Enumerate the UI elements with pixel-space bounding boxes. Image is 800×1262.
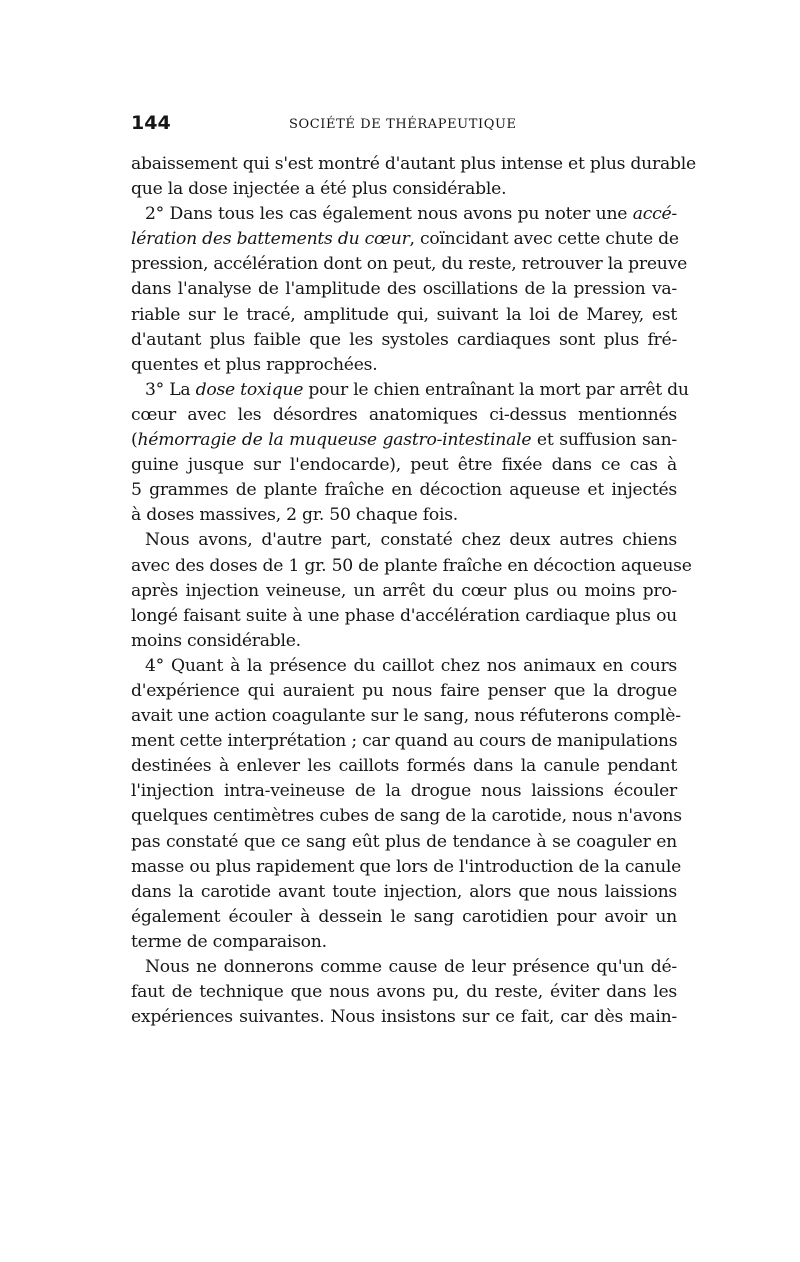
text-line <box>131 277 677 302</box>
text-segment: l'injection intra-veineuse de la drogue nous laissions écouler <box>131 781 677 802</box>
text-segment: dans la carotide avant toute injection, alors que nous laissions <box>131 881 677 902</box>
text-segment: que la dose injectée a été plus considérable. <box>131 179 507 200</box>
text-line <box>131 729 677 754</box>
text-line <box>131 930 677 955</box>
text-line <box>131 804 682 829</box>
text-line <box>131 152 696 177</box>
text-segment: avec des doses de 1 gr. 50 de plante fraîche en décoction aqueuse <box>131 555 692 576</box>
text-line <box>131 905 677 930</box>
text-segment: et suffusion san- <box>531 430 677 451</box>
text-segment: expériences suivantes. Nous insistons sur ce fait, car dès main- <box>131 1007 677 1028</box>
text-segment: quentes et plus rapprochées. <box>131 354 378 375</box>
text-segment: , coïncidant avec cette chute de <box>409 229 679 250</box>
text-line <box>131 554 692 579</box>
text-segment: guine jusque sur l'endocarde), peut être fixée dans ce cas à <box>131 455 677 476</box>
text-segment: abaissement qui s'est montré d'autant plus intense et plus durable <box>131 154 696 174</box>
text-segment: d'autant plus faible que les systoles cardiaques sont plus fré- <box>131 329 677 350</box>
page-number: 144 <box>131 112 171 134</box>
text-segment: longé faisant suite à une phase d'accélération cardiaque plus ou <box>131 605 677 626</box>
text-line <box>131 604 677 629</box>
text-line <box>131 177 677 202</box>
text-line <box>131 453 677 478</box>
text-segment: avait une action coagulante sur le sang, nous réfuterons complè- <box>131 706 681 727</box>
text-line <box>131 227 677 252</box>
text-segment: Nous ne donnerons comme cause de leur présence qu'un dé- <box>145 957 677 977</box>
text-segment: pour le chien entraînant la mort par arrêt du <box>303 379 689 400</box>
text-line <box>131 855 682 880</box>
text-line <box>131 328 677 353</box>
text-segment: dans l'analyse de l'amplitude des oscillations de la pression va- <box>131 279 677 300</box>
text-segment: pas constaté que ce sang eût plus de tendance à se coaguler en <box>131 831 677 852</box>
text-segment: riable sur le tracé, amplitude qui, suivant la loi de Marey, est <box>131 304 677 325</box>
text-line <box>131 880 677 905</box>
text-segment: quelques centimètres cubes de sang de la carotide, nous n'avons <box>131 806 682 827</box>
text-segment: terme de comparaison. <box>131 931 327 952</box>
italic-text: lération des battements du cœur <box>131 229 410 250</box>
text-line <box>131 654 677 679</box>
text-segment: à doses massives, 2 gr. 50 chaque fois. <box>131 505 459 526</box>
text-segment: masse ou plus rapidement que lors de l'introduction de la canule <box>131 856 682 877</box>
text-segment: 4° Quant à la présence du caillot chez nos animaux en cours <box>145 655 677 676</box>
text-segment: 3° La <box>145 379 196 400</box>
text-line <box>131 303 677 328</box>
text-line <box>131 353 677 378</box>
text-line <box>131 980 677 1005</box>
text-line <box>131 754 677 779</box>
text-segment: Nous avons, d'autre part, constaté chez deux autres chiens <box>145 530 677 551</box>
text-line <box>131 1005 677 1030</box>
text-segment: 5 grammes de plante fraîche en décoction aqueuse et injectés <box>131 480 677 501</box>
running-title: SOCIÉTÉ DE THÉRAPEUTIQUE <box>289 117 517 132</box>
text-segment: ment cette interprétation ; car quand au cours de manipulations <box>131 731 678 752</box>
text-segment: également écouler à dessein le sang carotidien pour avoir un <box>131 906 677 927</box>
italic-text: hémorragie de la muqueuse gastro-intestinale <box>137 430 532 451</box>
text-line <box>131 679 677 704</box>
text-line <box>131 830 677 855</box>
text-line <box>131 202 677 227</box>
text-line <box>131 579 677 604</box>
text-line <box>131 528 677 553</box>
text-line <box>131 955 677 980</box>
text-segment: cœur avec les désordres anatomiques ci-dessus mentionnés <box>131 404 677 425</box>
text-line <box>131 629 677 654</box>
text-line <box>131 704 681 729</box>
text-line <box>131 252 687 277</box>
text-line <box>131 779 677 804</box>
text-segment: d'expérience qui auraient pu nous faire penser que la drogue <box>131 680 677 701</box>
text-line <box>131 428 677 453</box>
text-line <box>131 478 677 503</box>
text-segment: pression, accélération dont on peut, du reste, retrouver la preuve <box>131 254 687 275</box>
text-line <box>131 378 689 403</box>
text-segment: moins considérable. <box>131 630 301 651</box>
text-line <box>131 503 677 528</box>
text-segment: après injection veineuse, un arrêt du cœur plus ou moins pro- <box>131 580 677 601</box>
text-segment: ( <box>131 430 138 451</box>
italic-text: accé- <box>632 204 677 225</box>
text-segment: faut de technique que nous avons pu, du reste, éviter dans les <box>131 982 677 1003</box>
page-header <box>131 112 677 140</box>
text-line <box>131 403 677 428</box>
body-text <box>131 152 696 1030</box>
text-segment: 2° Dans tous les cas également nous avons pu noter une <box>145 204 633 225</box>
text-segment: destinées à enlever les caillots formés dans la canule pendant <box>131 756 677 777</box>
italic-text: dose toxique <box>195 379 304 400</box>
